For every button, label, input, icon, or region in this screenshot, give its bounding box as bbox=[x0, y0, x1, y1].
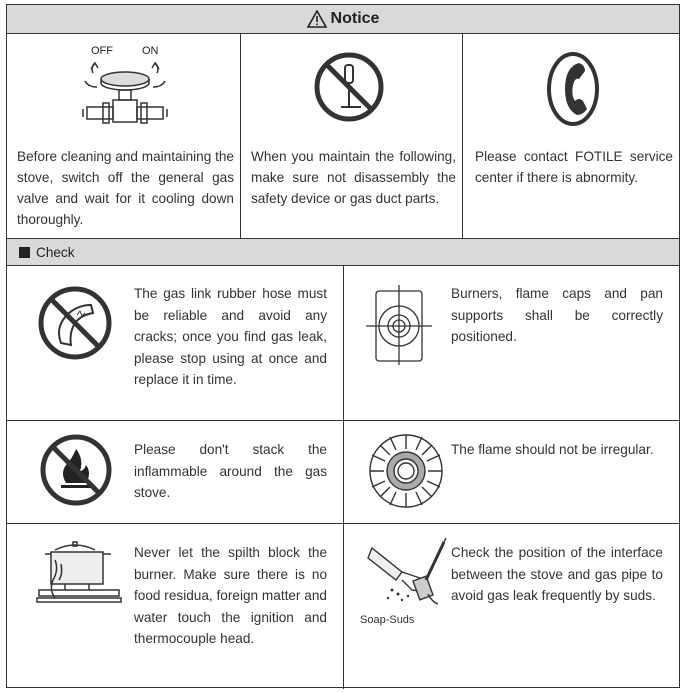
no-screwdriver-icon bbox=[313, 51, 385, 123]
check-item-hose bbox=[7, 265, 344, 420]
notice-item-contact bbox=[463, 33, 679, 238]
notice-title: Notice bbox=[330, 10, 380, 27]
check-item-spilth bbox=[7, 524, 344, 689]
no-cracked-hose-icon bbox=[37, 285, 113, 361]
warning-icon bbox=[307, 10, 327, 28]
gas-valve-icon bbox=[79, 59, 171, 139]
check-header bbox=[7, 239, 679, 266]
boiling-pot-icon bbox=[35, 540, 125, 610]
square-icon bbox=[19, 247, 30, 258]
valve-off-label: OFF bbox=[91, 45, 113, 57]
check-text-4: The flame should not be irregular. bbox=[451, 442, 654, 457]
check-item-interface bbox=[344, 524, 679, 689]
check-item-burner bbox=[344, 265, 679, 420]
valve-on-label: ON bbox=[142, 45, 159, 57]
check-text-5: Never let the spilth block the burner. Make sure there is no food residua, foreign matter and water touch the ignition and thermocouple head. bbox=[134, 545, 327, 646]
notice-text-3: Please contact FOTILE service center if there is abnormity. bbox=[475, 149, 673, 185]
notice-check-sheet bbox=[6, 4, 680, 688]
check-row-3 bbox=[7, 524, 679, 689]
notice-row bbox=[7, 33, 679, 239]
check-text-2: Burners, flame caps and pan supports shall be correctly positioned. bbox=[451, 286, 663, 344]
check-text-6: Check the position of the interface between the stove and gas pipe to avoid gas leak frequently by suds. bbox=[451, 545, 663, 603]
notice-header bbox=[7, 5, 679, 34]
notice-text-2: When you maintain the following, make sure not disassembly the safety device or gas duct parts. bbox=[251, 149, 456, 206]
check-row-2 bbox=[7, 421, 679, 524]
flame-ring-icon bbox=[366, 431, 446, 511]
notice-item-gas-valve bbox=[7, 33, 241, 238]
notice-item-no-disassembly bbox=[241, 33, 463, 238]
check-item-flame bbox=[344, 421, 679, 523]
phone-icon bbox=[545, 51, 601, 127]
check-row-1 bbox=[7, 265, 679, 421]
check-text-3: Please don't stack the inflammable around the gas stove. bbox=[134, 442, 327, 500]
check-text-1: The gas link rubber hose must be reliable and avoid any cracks; once you find gas leak, please stop using at once and replace it in time. bbox=[134, 286, 327, 387]
check-title: Check bbox=[36, 244, 75, 260]
no-fire-icon bbox=[39, 433, 113, 507]
soap-suds-label: Soap-Suds bbox=[360, 614, 415, 626]
soap-suds-brush-icon bbox=[362, 538, 452, 614]
check-item-inflammable bbox=[7, 421, 344, 523]
notice-text-1: Before cleaning and maintaining the stove, switch off the general gas valve and wait for it cooling down thoroughly. bbox=[17, 149, 234, 227]
burner-position-icon bbox=[362, 283, 436, 365]
